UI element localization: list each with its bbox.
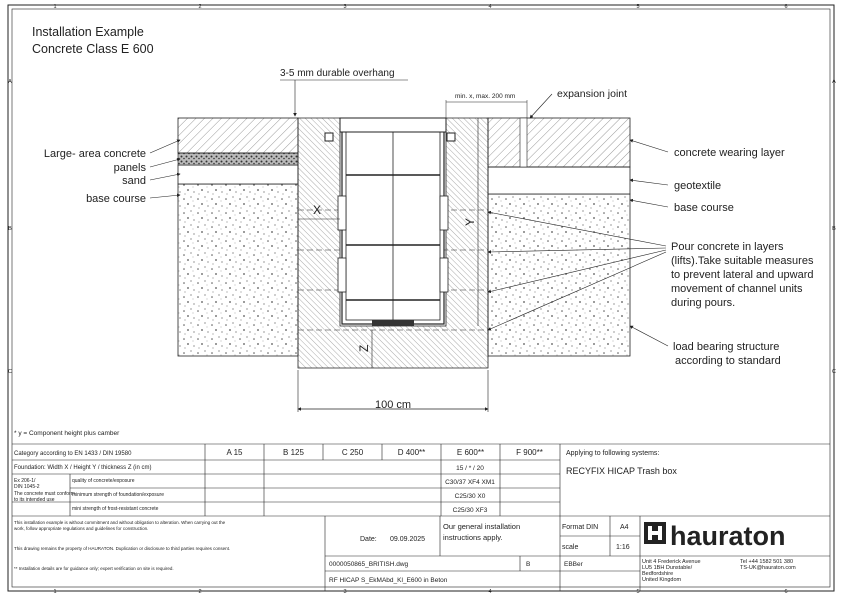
author: EBBer (564, 561, 583, 568)
load-class-cell: A 15 (226, 448, 243, 457)
footnote: * y = Component height plus camber (14, 430, 120, 437)
row4-label-b: to its intended use (14, 497, 55, 503)
scale-label: scale (562, 544, 579, 551)
large-area-concrete-label: Large- area concrete (43, 148, 146, 160)
doc-number: 0000050865_BRITISH.dwg (329, 561, 409, 568)
base-course-right-label: base course (674, 202, 734, 214)
minmax-label: min. x, max. 200 mm (455, 93, 516, 100)
row4-label-a: The concrete must conform (14, 491, 75, 497)
load-bearing-line2: according to standard (675, 355, 781, 367)
legal-notes (14, 520, 230, 571)
concrete-wearing-layer-label: concrete wearing layer (674, 147, 785, 159)
concrete-wearing-layer (488, 118, 630, 167)
title-line2: Concrete Class E 600 (32, 42, 154, 56)
drawing-title: RF HICAP S_EkMAbd_Kl_E600 in Beton (329, 577, 448, 584)
grid-col-label: 3 (343, 589, 347, 595)
sand-label: sand (122, 175, 146, 187)
note-line: work, follow appropriate regulations and guidelines for construction. (14, 526, 149, 531)
date-value: 09.09.2025 (390, 536, 426, 543)
row2-label: Foundation: Width X / Height Y / thickness Z (in cm) (14, 465, 152, 471)
geotextile-label: geotextile (674, 180, 722, 192)
pour-note-line: (lifts).Take suitable measures (671, 255, 814, 267)
address-line: United Kingdom (642, 577, 682, 583)
row4-value: C25/30 X0 (454, 493, 486, 500)
pour-note (671, 241, 814, 309)
load-class-cell: D 400** (397, 448, 426, 457)
address-line: Unit 4 Frederick Avenue (642, 559, 701, 565)
grid-col-label: 5 (636, 589, 640, 595)
grid-row-label: B (832, 226, 836, 232)
gravel-layer (178, 153, 298, 165)
sand-layer (178, 165, 298, 184)
pour-note-line: during pours. (671, 297, 736, 309)
brand-logo (644, 521, 786, 551)
class-cells (226, 448, 542, 457)
note-line: ** Installation details are for guidance only; expert verification on site is required. (14, 566, 174, 571)
row3-value: C30/37 XF4 XM1 (445, 479, 495, 486)
grid-col-label: 1 (53, 4, 57, 10)
row4-label-c: minimum strength of foundation/exposure (72, 492, 164, 498)
brand-name: hauraton (670, 521, 786, 551)
revision: B (526, 561, 531, 568)
row2-value: 15 / * / 20 (456, 465, 484, 472)
grid-col-label: 4 (488, 4, 492, 10)
grid-col-label: 6 (784, 589, 788, 595)
pour-note-line: movement of channel units (671, 283, 803, 295)
grid-row-label: C (832, 369, 836, 375)
grid-col-label: 4 (488, 589, 492, 595)
contact-line: Tel +44 1582 501 380 (740, 559, 794, 565)
load-class-cell: E 600** (456, 448, 485, 457)
row3-label-b: DIN 1045-2 (14, 484, 40, 490)
pour-note-line: to prevent lateral and upward (671, 269, 814, 281)
grid-col-label: 2 (198, 589, 202, 595)
load-class-cell: F 900** (516, 448, 543, 457)
panels-label: panels (113, 162, 146, 174)
dim-y-label: Y (463, 217, 477, 226)
scale-value: 1:16 (616, 544, 630, 551)
base-course-left (178, 184, 298, 356)
grid-row-label: A (832, 79, 836, 85)
grid-col-label: 3 (343, 4, 347, 10)
dim-x-label: X (313, 203, 322, 217)
address-line: LU5 1BH Dunstable/ (642, 565, 693, 571)
general-line2: instructions apply. (443, 533, 503, 542)
row5-label: mini strength of frost-resistant concrete (72, 506, 159, 512)
base-course-left-label: base course (86, 193, 146, 205)
grid-row-label: B (8, 226, 12, 232)
grid-col-label: 1 (53, 589, 57, 595)
row1-label: Category according to EN 1433 / DIN 19580 (14, 451, 132, 457)
grid-row-label: A (8, 79, 12, 85)
geotextile-layer (488, 167, 630, 194)
contact-line: TS-UK@hauraton.com (740, 565, 796, 571)
grid-row-label: C (8, 369, 12, 375)
load-class-cell: C 250 (341, 448, 364, 457)
expansion-joint-strip (520, 118, 527, 167)
grid-col-label: 6 (784, 4, 788, 10)
title-line1: Installation Example (32, 25, 144, 39)
address-line: Bedfordshire (642, 571, 674, 577)
load-class-cell: B 125 (283, 448, 304, 457)
date-label: Date: (360, 536, 377, 543)
overhang-label: 3-5 mm durable overhang (280, 68, 395, 79)
grate (340, 118, 446, 132)
row3-label-c: quality of concrete/exposure (72, 478, 135, 484)
grid-col-label: 2 (198, 4, 202, 10)
width-label: 100 cm (374, 399, 412, 411)
row5-value: C25/30 XF3 (452, 507, 488, 514)
applying-label: Applying to following systems: (566, 450, 660, 457)
system-name: RECYFIX HICAP Trash box (566, 466, 677, 476)
expansion-joint-label: expansion joint (557, 88, 628, 100)
grid-col-label: 5 (636, 4, 640, 10)
dim-z-label: Z (357, 344, 371, 352)
load-bearing-line1: load bearing structure (673, 341, 780, 353)
note-line: This drawing remains the property of HAURATON. Duplication or disclosure to third parties requires consent. (14, 546, 231, 551)
format-label: Format DIN (562, 524, 599, 531)
row3-label-a: Ex 206-1/ (14, 478, 36, 484)
large-area-concrete (178, 118, 298, 153)
format-value: A4 (620, 524, 629, 531)
note-line: This installation example is without commitment and without obligation to alteration. When carrying out the (14, 520, 226, 525)
pour-note-line: Pour concrete in layers (671, 241, 784, 253)
general-line1: Our general installation (443, 522, 521, 531)
